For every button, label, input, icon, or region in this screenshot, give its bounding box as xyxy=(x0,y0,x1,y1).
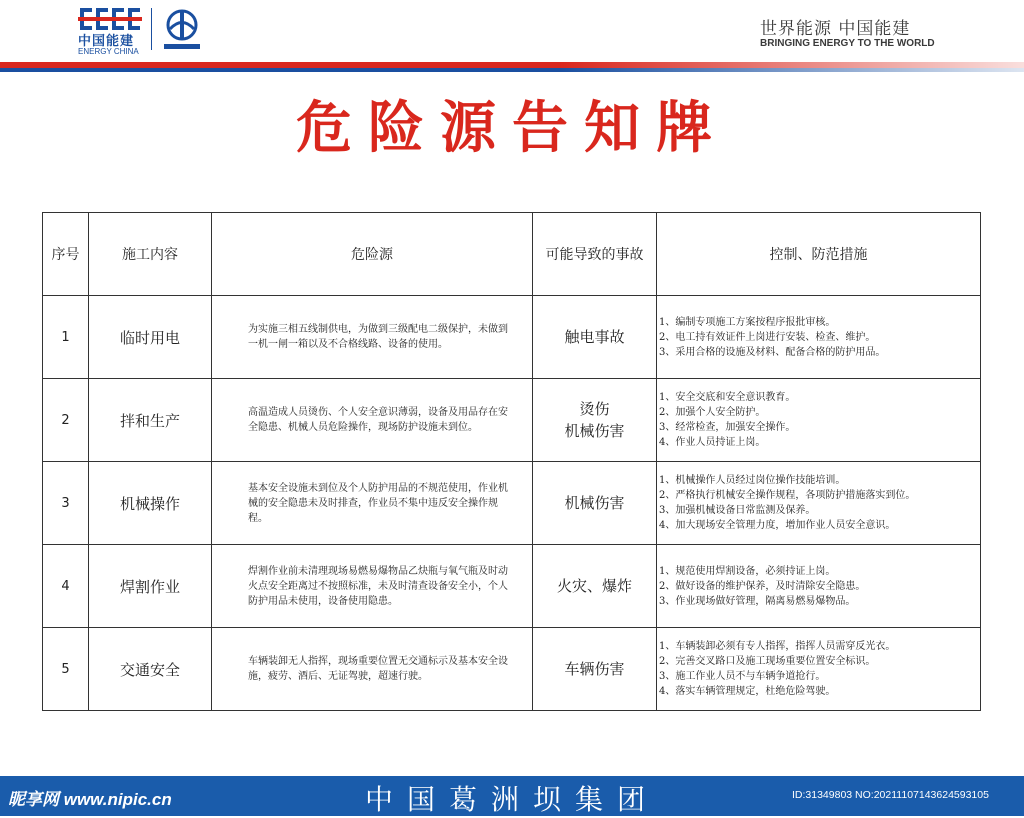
control-line: 1、规范使用焊割设备，必须持证上岗。 xyxy=(659,565,836,577)
table-row xyxy=(43,545,981,628)
row-controls xyxy=(657,545,981,628)
header-work: 施工内容 xyxy=(89,213,212,296)
control-line: 2、加强个人安全防护。 xyxy=(659,407,766,418)
row-controls xyxy=(657,296,981,379)
row-work: 焊割作业 xyxy=(89,545,212,628)
control-line: 4、加大现场安全管理力度，增加作业人员安全意识。 xyxy=(659,520,896,531)
control-line: 2、电工持有效证件上岗进行安装、检查、维护。 xyxy=(659,331,876,343)
row-seq: 3 xyxy=(43,462,89,545)
row-seq: 4 xyxy=(43,545,89,628)
row-hazard: 为实施三相五线制供电，为做到三级配电二级保护，未做到一机一闸一箱以及不合格线路、设备的使用。 xyxy=(212,296,533,379)
logo-brand-en-text: ENERGY CHINA xyxy=(78,47,139,56)
watermark-id: ID:31349803 NO:20211107143624593105 xyxy=(792,789,989,801)
header-controls: 控制、防范措施 xyxy=(657,213,981,296)
hazard-table xyxy=(42,212,981,711)
row-accident xyxy=(533,379,657,462)
globe-logo-icon xyxy=(162,8,202,52)
table-header-row xyxy=(43,213,981,296)
row-hazard: 车辆装卸无人指挥，现场重要位置无交通标示及基本安全设施，疲劳、酒后、无证驾驶，超速行驶。 xyxy=(212,628,533,711)
row-controls xyxy=(657,462,981,545)
control-line: 2、做好设备的维护保养，及时清除安全隐患。 xyxy=(659,580,866,592)
row-seq: 1 xyxy=(43,296,89,379)
row-accident xyxy=(533,545,657,628)
header-band-fade xyxy=(560,62,1024,72)
accident-line: 触电事故 xyxy=(564,328,625,346)
control-line: 4、落实车辆管理规定，杜绝危险驾驶。 xyxy=(659,686,836,697)
accident-line: 机械伤害 xyxy=(564,422,625,440)
row-seq: 2 xyxy=(43,379,89,462)
table-row xyxy=(43,628,981,711)
control-line: 1、安全交底和安全意识教育。 xyxy=(659,392,796,403)
slogan-cn: 世界能源 中国能建 xyxy=(760,19,911,39)
row-accident xyxy=(533,296,657,379)
control-line: 3、作业现场做好管理，隔离易燃易爆物品。 xyxy=(659,595,856,607)
accident-line: 烫伤 xyxy=(579,400,610,418)
row-hazard: 高温造成人员烫伤、个人安全意识薄弱，设备及用品存在安全隐患、机械人员危险操作，现场防护设施未到位。 xyxy=(212,379,533,462)
footer-title: 中国葛洲坝集团 xyxy=(364,783,659,816)
control-line: 3、施工作业人员不与车辆争道抢行。 xyxy=(659,671,826,682)
header-accident: 可能导致的事故 xyxy=(533,213,657,296)
slogan-en: BRINGING ENERGY TO THE WORLD xyxy=(760,38,935,49)
accident-line: 火灾、爆炸 xyxy=(556,577,632,595)
header-seq: 序号 xyxy=(43,213,89,296)
page-footer xyxy=(0,776,1024,816)
table-body xyxy=(43,296,981,711)
row-work: 临时用电 xyxy=(89,296,212,379)
accident-line: 车辆伤害 xyxy=(564,660,625,678)
control-line: 3、加强机械设备日常监测及保养。 xyxy=(659,505,816,516)
row-work: 拌和生产 xyxy=(89,379,212,462)
logo-divider xyxy=(151,8,152,50)
row-controls xyxy=(657,379,981,462)
page-header xyxy=(0,0,1024,62)
control-line: 3、采用合格的设施及材料、配备合格的防护用品。 xyxy=(659,346,886,358)
control-line: 1、编制专项施工方案按程序报批审核。 xyxy=(659,316,836,328)
control-line: 1、机械操作人员经过岗位操作技能培训。 xyxy=(659,475,846,486)
logo-brand-text: 中国能建 xyxy=(78,34,135,49)
row-work: 机械操作 xyxy=(89,462,212,545)
row-work: 交通安全 xyxy=(89,628,212,711)
row-accident xyxy=(533,462,657,545)
control-line: 4、作业人员持证上岗。 xyxy=(659,437,766,448)
row-seq: 5 xyxy=(43,628,89,711)
row-hazard: 基本安全设施未到位及个人防护用品的不规范使用，作业机械的安全隐患未及时排查，作业员不集中违反安全操作规程。 xyxy=(212,462,533,545)
control-line: 2、完善交叉路口及施工现场重要位置安全标识。 xyxy=(659,656,876,667)
table-row xyxy=(43,296,981,379)
row-accident xyxy=(533,628,657,711)
table-row xyxy=(43,462,981,545)
row-controls xyxy=(657,628,981,711)
row-hazard: 焊割作业前未清理现场易燃易爆物品乙炔瓶与氧气瓶及时动火点安全距离过不按照标准，未及时清查设备安全小，个人防护用品未使用，设备使用隐患。 xyxy=(212,545,533,628)
header-hazard: 危险源 xyxy=(212,213,533,296)
accident-line: 机械伤害 xyxy=(564,494,625,512)
table-row xyxy=(43,379,981,462)
watermark-site: 昵享网 www.nipic.cn xyxy=(8,790,172,809)
ceec-logo-icon xyxy=(78,6,142,32)
control-line: 3、经常检查，加强安全操作。 xyxy=(659,422,796,433)
control-line: 1、车辆装卸必须有专人指挥，指挥人员需穿反光衣。 xyxy=(659,641,896,652)
page-title: 危险源告知牌 xyxy=(296,95,728,161)
control-line: 2、严格执行机械安全操作规程，各项防护措施落实到位。 xyxy=(659,490,916,501)
